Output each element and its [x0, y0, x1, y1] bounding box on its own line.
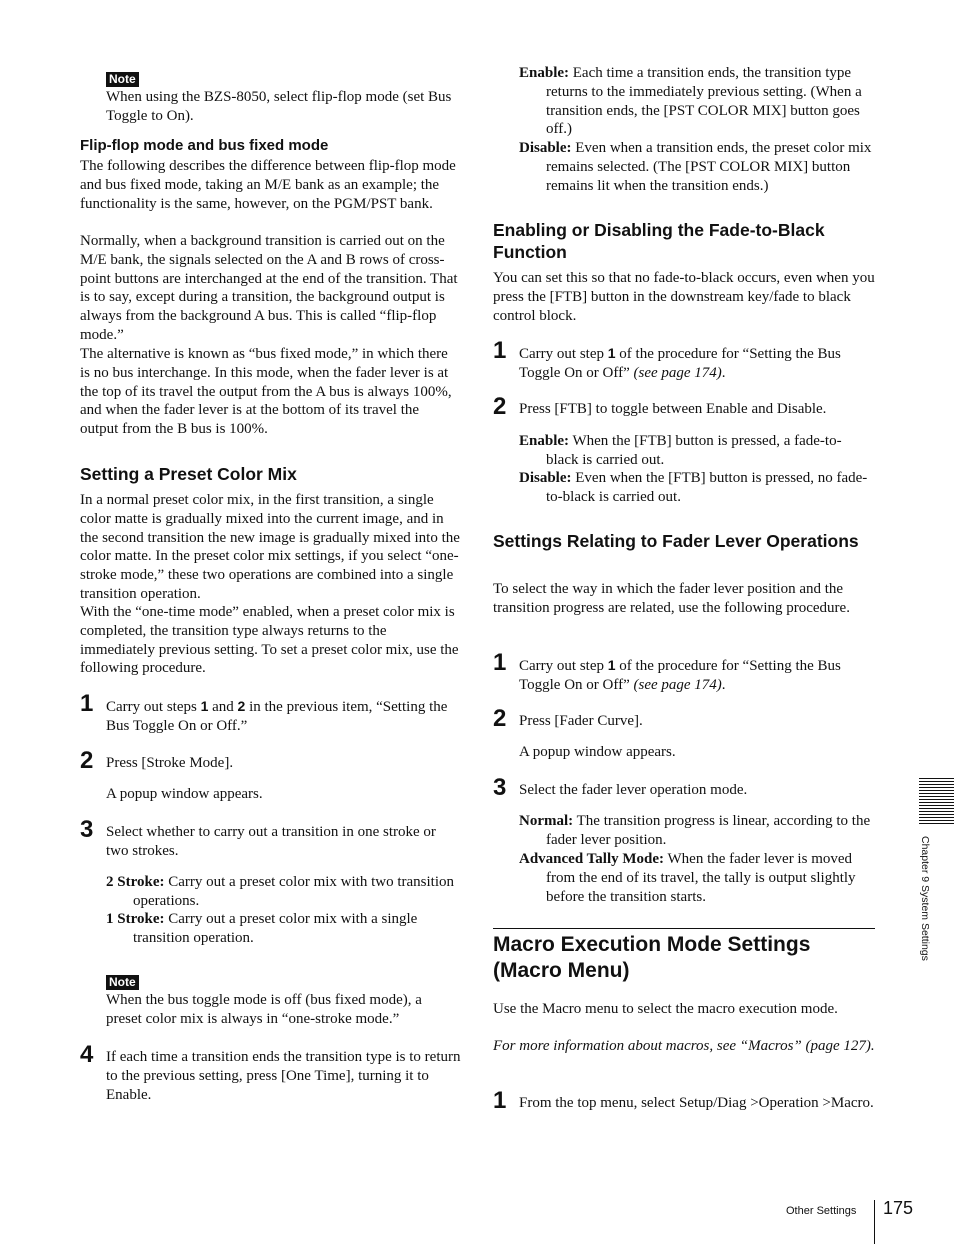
step-number: 1: [493, 649, 507, 676]
preset-step-3: Select whether to carry out a transition in one stroke or two strokes.: [106, 824, 436, 859]
flipflop-para-3: The alternative is known as “bus fixed mode,” in which there is no bus interchange. In this mode, when the fader lever is at the top of its travel the output from the A bus is always 100%, and when the fader lever is at the bottom of its travel the output from the B bus is 100%.: [80, 346, 452, 438]
preset-para-2: With the “one-time mode” enabled, when a preset color mix is completed, the transition type always returns to the immediately previous setting. To set a preset color mix, use the following procedure.: [80, 604, 459, 677]
def-advanced-tally: [519, 850, 875, 906]
step-number: 1: [493, 1087, 507, 1114]
note-tag: Note: [106, 72, 139, 87]
step-number: 3: [493, 774, 507, 801]
page-ref-link[interactable]: (see page 174): [633, 676, 722, 693]
flipflop-heading: Flip-flop mode and bus fixed mode: [80, 137, 329, 154]
def-term: Disable:: [519, 140, 572, 156]
step-ref: 2: [237, 698, 246, 714]
preset-step-4: If each time a transition ends the transition type is to return to the previous setting, press [One Time], turning it to Enable.: [106, 1049, 461, 1103]
ftb-step-1: [519, 344, 875, 383]
step-ref: 1: [607, 657, 616, 673]
step-text: Carry out step: [519, 346, 608, 362]
step-number: 1: [80, 690, 94, 717]
step-text: .: [721, 676, 726, 693]
footer-divider: [874, 1200, 875, 1244]
note-2-text: When the bus toggle mode is off (bus fixed mode), a preset color mix is always in “one-stroke mode.”: [106, 992, 422, 1027]
step-text: in the previous item, “Setting the Bus Toggle On or Off.”: [106, 699, 448, 734]
step-ref: 1: [607, 345, 616, 361]
def-text: Each time a transition ends, the transition type returns to the immediately previous setting. (When a transition ends, the [PST COLOR MIX] button goes off.): [546, 65, 862, 138]
def-term: 2 Stroke:: [106, 874, 165, 890]
step-text: Carry out step: [519, 658, 608, 674]
fader-step-2-result: A popup window appears.: [519, 744, 676, 760]
step-text: Carry out steps: [106, 699, 201, 715]
def-enable: [519, 64, 874, 139]
def-term: Advanced Tally Mode:: [519, 851, 665, 867]
step-number: 2: [80, 747, 94, 774]
def-2-stroke: [106, 873, 461, 911]
step-text: of the procedure for “Setting the Bus Toggle On or Off”: [519, 346, 841, 381]
step-text: and: [208, 699, 238, 715]
chapter-tab-stripes: [919, 778, 954, 826]
def-term: Normal:: [519, 813, 574, 829]
ftb-heading: Enabling or Disabling the Fade-to-Black Function: [493, 220, 825, 262]
fader-step-3: Select the fader lever operation mode.: [519, 782, 748, 798]
flipflop-para-2: Normally, when a background transition is carried out on the M/E bank, the signals selected on the A and B rows of cross-point buttons are interchanged at the end of the transition. That is to say, except during a transition, the background output is always from the background A bus. This is called “flip-flop mode.”: [80, 233, 458, 343]
fader-para: To select the way in which the fader lever position and the transition progress are related, use the following procedure.: [493, 581, 850, 616]
def-text: Carry out a preset color mix with a single transition operation.: [133, 911, 418, 946]
step-number: 2: [493, 705, 507, 732]
page-ref-link[interactable]: (see page 174): [633, 364, 722, 381]
def-term: 1 Stroke:: [106, 911, 165, 927]
def-text: When the [FTB] button is pressed, a fade-to-black is carried out.: [546, 433, 842, 468]
preset-heading: Setting a Preset Color Mix: [80, 464, 297, 484]
ftb-step-2: Press [FTB] to toggle between Enable and Disable.: [519, 401, 827, 417]
note-tag: Note: [106, 975, 139, 990]
def-term: Disable:: [519, 470, 572, 486]
fader-step-1: [519, 656, 875, 695]
def-normal: [519, 812, 875, 850]
flipflop-para-1: The following describes the difference between flip-flop mode and bus fixed mode, taking an M/E bank as an example; the functionality is the same, however, on the PGM/PST bank.: [80, 158, 456, 212]
preset-para-1: In a normal preset color mix, in the first transition, a single color matte is gradually mixed into the current image, and in the second transition the new image is gradually mixed into the color matte. In the preset color mix settings, if you select “one-stroke mode,” these two operations are combined into a single transition operation.: [80, 492, 460, 602]
def-text: Even when a transition ends, the preset color mix remains selected. (The [PST COLOR MIX] button remains lit when the transition ends.): [546, 140, 872, 194]
chapter-side-label: Chapter 9 System Settings: [919, 836, 931, 961]
note-2: [106, 973, 139, 991]
step-number: 3: [80, 816, 94, 843]
preset-step-2: Press [Stroke Mode].: [106, 755, 234, 771]
fader-heading: Settings Relating to Fader Lever Operations: [493, 531, 859, 551]
def-text: Carry out a preset color mix with two transition operations.: [133, 874, 455, 909]
macro-heading: Macro Execution Mode Settings (Macro Menu): [493, 933, 811, 982]
preset-step-2-result: A popup window appears.: [106, 786, 263, 802]
def-1-stroke: [106, 910, 461, 948]
macro-step-1: From the top menu, select Setup/Diag >Operation >Macro.: [519, 1095, 874, 1111]
macro-para: Use the Macro menu to select the macro execution mode.: [493, 1001, 838, 1017]
step-ref: 1: [200, 698, 209, 714]
preset-step-1: [106, 697, 461, 736]
footer-section-name: Other Settings: [786, 1205, 857, 1217]
ftb-para: You can set this so that no fade-to-black occurs, even when you press the [FTB] button in the downstream key/fade to black control block.: [493, 270, 875, 324]
step-number: 2: [493, 393, 507, 420]
step-number: 4: [80, 1041, 94, 1068]
def-text: The transition progress is linear, according to the fader lever position.: [546, 813, 871, 848]
ftb-def-disable: [519, 469, 874, 507]
ftb-def-enable: [519, 432, 874, 470]
def-disable: [519, 139, 874, 195]
def-text: Even when the [FTB] button is pressed, no fade-to-black is carried out.: [546, 470, 868, 505]
step-text: of the procedure for “Setting the Bus Toggle On or Off”: [519, 658, 841, 693]
section-rule: [493, 928, 875, 929]
def-term: Enable:: [519, 65, 570, 81]
step-number: 1: [493, 337, 507, 364]
macro-ref[interactable]: For more information about macros, see “Macros” (page 127).: [493, 1038, 875, 1054]
def-text: When the fader lever is moved from the end of its travel, the tally is output slightly before the transition starts.: [546, 851, 856, 905]
def-term: Enable:: [519, 433, 570, 449]
step-text: .: [721, 364, 726, 381]
fader-step-2: Press [Fader Curve].: [519, 713, 643, 729]
note-1: [106, 70, 139, 88]
note-1-text: When using the BZS-8050, select flip-flop mode (set Bus Toggle to On).: [106, 89, 452, 124]
page-number: 175: [883, 1198, 914, 1218]
